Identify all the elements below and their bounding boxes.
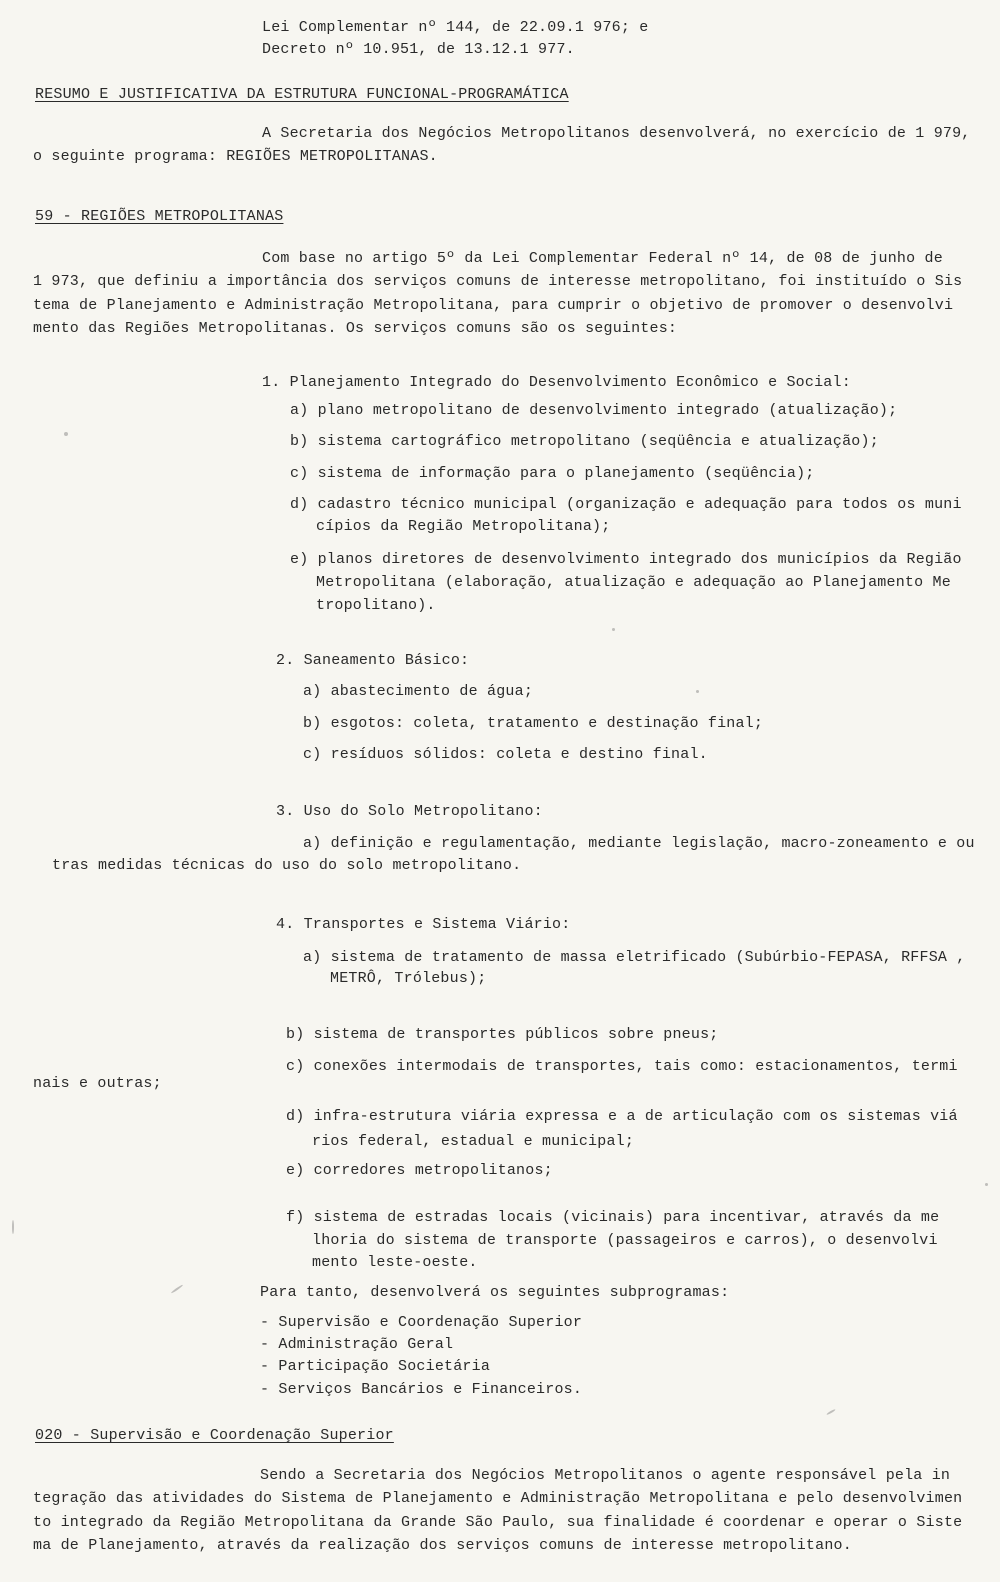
service-1-item-d-line-1: d) cadastro técnico municipal (organização e adequação para todos os muni <box>290 496 962 513</box>
service-1-item-c: c) sistema de informação para o planejamento (seqüência); <box>290 465 815 482</box>
section-020-line-3: to integrado da Região Metropolitana da Grande São Paulo, sua finalidade é coordenar e operar o Siste <box>33 1514 963 1531</box>
scan-speck <box>696 690 699 693</box>
subprograms-intro: Para tanto, desenvolverá os seguintes subprogramas: <box>260 1284 730 1301</box>
service-4-item-a-line-2: METRÔ, Trólebus); <box>330 970 487 987</box>
subprogram-item: - Administração Geral <box>260 1336 454 1353</box>
service-4-title: 4. Transportes e Sistema Viário: <box>276 916 571 933</box>
service-1-item-e-line-3: tropolitano). <box>316 597 436 614</box>
program-intro-line-3: tema de Planejamento e Administração Metropolitana, para cumprir o objetivo de promover o desenvolvi <box>33 297 954 314</box>
resumo-paragraph-line-1: A Secretaria dos Negócios Metropolitanos desenvolverá, no exercício de 1 979, <box>262 125 971 142</box>
resumo-paragraph-line-2: o seguinte programa: REGIÕES METROPOLITANAS. <box>33 148 438 165</box>
section-020-line-2: tegração das atividades do Sistema de Planejamento e Administração Metropolitana e pelo desenvolvimen <box>33 1490 963 1507</box>
service-3-title: 3. Uso do Solo Metropolitano: <box>276 803 543 820</box>
program-intro-line-4: mento das Regiões Metropolitanas. Os serviços comuns são os seguintes: <box>33 320 678 337</box>
program-heading: 59 - REGIÕES METROPOLITANAS <box>35 208 284 225</box>
subprogram-item: - Participação Societária <box>260 1358 491 1375</box>
scan-speck <box>612 628 615 631</box>
service-4-item-f-line-2: lhoria do sistema de transporte (passageiros e carros), o desenvolvi <box>312 1232 938 1249</box>
service-2-item-c: c) resíduos sólidos: coleta e destino final. <box>303 746 708 763</box>
resumo-heading: RESUMO E JUSTIFICATIVA DA ESTRUTURA FUNCIONAL-PROGRAMÁTICA <box>35 86 569 103</box>
service-3-item-a-line-1: a) definição e regulamentação, mediante legislação, macro-zoneamento e ou <box>303 835 975 852</box>
service-1-item-e-line-2: Metropolitana (elaboração, atualização e adequação ao Planejamento Me <box>316 574 951 591</box>
service-1-item-a: a) plano metropolitano de desenvolvimento integrado (atualização); <box>290 402 898 419</box>
scan-speck <box>171 1284 184 1294</box>
scan-speck <box>12 1220 14 1234</box>
service-4-item-f-line-1: f) sistema de estradas locais (vicinais) para incentivar, através da me <box>286 1209 940 1226</box>
service-1-item-e-line-1: e) planos diretores de desenvolvimento integrado dos municípios da Região <box>290 551 962 568</box>
service-4-item-e: e) corredores metropolitanos; <box>286 1162 553 1179</box>
section-020-line-4: ma de Planejamento, através da realização dos serviços comuns de interesse metropolitano. <box>33 1537 852 1554</box>
service-1-item-b: b) sistema cartográfico metropolitano (seqüência e atualização); <box>290 433 879 450</box>
service-3-item-a-line-2: tras medidas técnicas do uso do solo metropolitano. <box>52 857 522 874</box>
program-intro-line-2: 1 973, que definiu a importância dos serviços comuns de interesse metropolitano, foi instituído o Sis <box>33 273 963 290</box>
service-4-item-a-line-1: a) sistema de tratamento de massa eletrificado (Subúrbio-FEPASA, RFFSA , <box>303 949 966 966</box>
service-4-item-f-line-3: mento leste-oeste. <box>312 1254 478 1271</box>
service-1-item-d-line-2: cípios da Região Metropolitana); <box>316 518 611 535</box>
scan-speck <box>64 432 68 436</box>
service-1-title: 1. Planejamento Integrado do Desenvolvimento Econômico e Social: <box>262 374 851 391</box>
service-4-item-b: b) sistema de transportes públicos sobre pneus; <box>286 1026 719 1043</box>
service-2-item-a: a) abastecimento de água; <box>303 683 534 700</box>
subprogram-item: - Supervisão e Coordenação Superior <box>260 1314 583 1331</box>
service-4-item-c-line-1: c) conexões intermodais de transportes, tais como: estacionamentos, termi <box>286 1058 958 1075</box>
service-4-item-d-line-1: d) infra-estrutura viária expressa e a de articulação com os sistemas viá <box>286 1108 958 1125</box>
service-2-title: 2. Saneamento Básico: <box>276 652 470 669</box>
service-4-item-d-line-2: rios federal, estadual e municipal; <box>312 1133 635 1150</box>
service-2-item-b: b) esgotos: coleta, tratamento e destinação final; <box>303 715 764 732</box>
program-intro-line-1: Com base no artigo 5º da Lei Complementar Federal nº 14, de 08 de junho de <box>262 250 943 267</box>
header-law-line: Lei Complementar nº 144, de 22.09.1 976; e <box>262 19 649 36</box>
service-4-item-c-line-2: nais e outras; <box>33 1075 162 1092</box>
header-decree-line: Decreto nº 10.951, de 13.12.1 977. <box>262 41 575 58</box>
subprogram-item: - Serviços Bancários e Financeiros. <box>260 1381 583 1398</box>
section-020-heading: 020 - Supervisão e Coordenação Superior <box>35 1427 394 1444</box>
scan-speck <box>985 1183 988 1186</box>
section-020-line-1: Sendo a Secretaria dos Negócios Metropolitanos o agente responsável pela in <box>260 1467 951 1484</box>
scan-speck <box>826 1409 836 1416</box>
